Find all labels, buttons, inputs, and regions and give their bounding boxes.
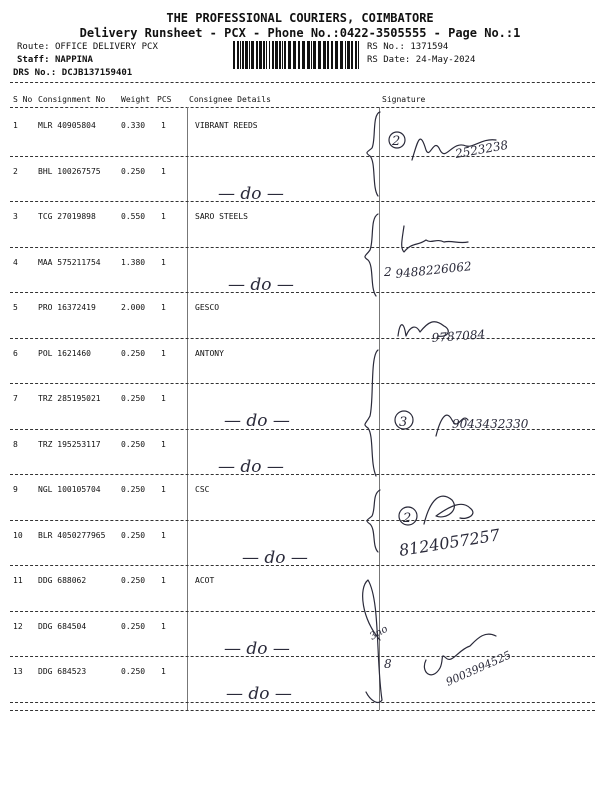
- row-pcs: 1: [161, 439, 166, 449]
- row-consignee: CSC: [195, 485, 210, 494]
- row-weight: 0.330: [121, 121, 146, 130]
- row-sno: 8: [13, 439, 18, 449]
- table-bottom-divider: [10, 710, 595, 711]
- company-title: THE PROFESSIONAL COURIERS, COIMBATORE: [166, 11, 434, 25]
- count-3-text: 3: [399, 415, 408, 430]
- col-header-pcs: PCS: [157, 95, 172, 104]
- col-header-signature: Signature: [382, 95, 426, 104]
- row-consignment-no: DDG 684523: [38, 667, 87, 676]
- signature-scribble: [424, 496, 473, 524]
- row-consignment-no: DDG 684504: [38, 621, 87, 631]
- row-weight: 0.250: [121, 439, 146, 449]
- rs-no-value: 1371594: [410, 42, 449, 52]
- count-8-text: 8: [384, 657, 392, 671]
- signature-scribble: [402, 226, 468, 252]
- row-sno: 9: [13, 485, 18, 494]
- row-pcs: 1: [161, 257, 166, 267]
- ditto-mark: — do —: [224, 638, 290, 659]
- row-weight: 0.250: [121, 348, 146, 358]
- row-weight: 1.380: [121, 257, 146, 267]
- row-consignment-no: MAA 575211754: [38, 257, 101, 267]
- count-2-text: 2: [384, 265, 392, 279]
- route-value: OFFICE DELIVERY PCX: [54, 42, 158, 52]
- row-consignment-no: BHL 100267575: [38, 166, 101, 176]
- row-consignment-no: DDG 688062: [38, 576, 87, 585]
- row-consignment-no: TCG 27019898: [38, 212, 96, 221]
- drs-value: DCJB137159401: [61, 68, 133, 78]
- row-consignment-no: MLR 40905804: [38, 121, 96, 130]
- runsheet-subtitle: Delivery Runsheet - PCX - Phone No.:0422-3505555 - Page No.:1: [79, 26, 521, 40]
- count-2-text: 2: [392, 134, 401, 149]
- row-pcs: 1: [161, 121, 166, 130]
- staff-value: NAPPINA: [54, 55, 93, 65]
- col-header-weight: Weight: [121, 95, 150, 104]
- row-sno: 7: [13, 394, 18, 403]
- ditto-mark: — do —: [224, 411, 290, 431]
- signature-number-text: 9043432330: [452, 417, 529, 431]
- signature-number-text: 2523238: [454, 137, 510, 161]
- row-pcs: 1: [161, 303, 166, 312]
- row-pcs: 1: [161, 667, 166, 676]
- row-pcs: 1: [161, 621, 166, 631]
- row-sno: 1: [13, 121, 18, 130]
- row-consignment-no: PRO 16372419: [38, 303, 96, 312]
- brace-mark: [365, 214, 378, 296]
- row-consignment-no: BLR 4050277965: [38, 530, 106, 540]
- ditto-mark: — do —: [228, 274, 294, 295]
- drs-label: DRS No.:: [13, 68, 57, 78]
- row-weight: 0.550: [121, 212, 146, 221]
- row-sno: 6: [13, 348, 18, 358]
- col-header-consignee: Consignee Details: [189, 95, 271, 104]
- rs-date-label: RS Date:: [367, 55, 411, 65]
- ditto-mark: — do —: [218, 183, 284, 204]
- row-consignment-no: TRZ 285195021: [38, 394, 101, 403]
- row-weight: 2.000: [121, 303, 146, 312]
- row-weight: 0.250: [121, 166, 146, 176]
- staff-label: Staff:: [17, 55, 50, 65]
- row-pcs: 1: [161, 530, 166, 540]
- row-consignment-no: POL 1621460: [38, 348, 91, 358]
- row-sno: 10: [13, 530, 23, 540]
- rs-date-value: 24-May-2024: [415, 55, 476, 65]
- brace-mark: [367, 490, 380, 552]
- route-label: Route:: [17, 42, 50, 52]
- row-weight: 0.250: [121, 576, 146, 585]
- ditto-mark: — do —: [218, 456, 284, 477]
- row-consignee: ACOT: [195, 576, 215, 585]
- row-sno: 3: [13, 212, 18, 221]
- row-consignment-no: NGL 100105704: [38, 485, 101, 494]
- row-sno: 4: [13, 257, 18, 267]
- row-weight: 0.250: [121, 621, 146, 631]
- ditto-mark: — do —: [226, 684, 292, 704]
- row-pcs: 1: [161, 576, 166, 585]
- brace-mark: [367, 112, 380, 196]
- count-2-text: 2: [403, 511, 412, 526]
- row-weight: 0.250: [121, 485, 146, 494]
- signature-number-text: 9787084: [431, 327, 486, 345]
- row-consignment-no: TRZ 195253117: [38, 439, 101, 449]
- row-pcs: 1: [161, 212, 166, 221]
- row-weight: 0.250: [121, 530, 146, 540]
- row-sno: 5: [13, 303, 18, 312]
- count-3no-text: 3no: [368, 623, 390, 643]
- col-header-consignment: Consignment No: [38, 95, 106, 104]
- brace-mark: [365, 350, 378, 476]
- col-header-sno: S No: [13, 95, 33, 104]
- row-weight: 0.250: [121, 667, 146, 676]
- row-sno: 12: [13, 621, 23, 631]
- row-pcs: 1: [161, 394, 166, 403]
- row-pcs: 1: [161, 485, 166, 494]
- signature-number-text: 9488226062: [394, 259, 473, 281]
- row-consignee: ANTONY: [195, 348, 224, 358]
- rs-no-label: RS No.:: [367, 42, 405, 52]
- ditto-mark: — do —: [242, 547, 308, 568]
- row-consignee: SARO STEELS: [195, 212, 248, 221]
- row-pcs: 1: [161, 348, 166, 358]
- row-sno: 13: [13, 667, 23, 676]
- signature-number-text: 8124057257: [397, 525, 502, 560]
- row-sno: 2: [13, 166, 18, 176]
- signature-number-text: 9003994525: [443, 648, 514, 689]
- row-consignee: GESCO: [195, 303, 220, 312]
- row-pcs: 1: [161, 166, 166, 176]
- row-sno: 11: [13, 576, 23, 585]
- row-weight: 0.250: [121, 394, 146, 403]
- row-consignee: VIBRANT REEDS: [195, 121, 258, 130]
